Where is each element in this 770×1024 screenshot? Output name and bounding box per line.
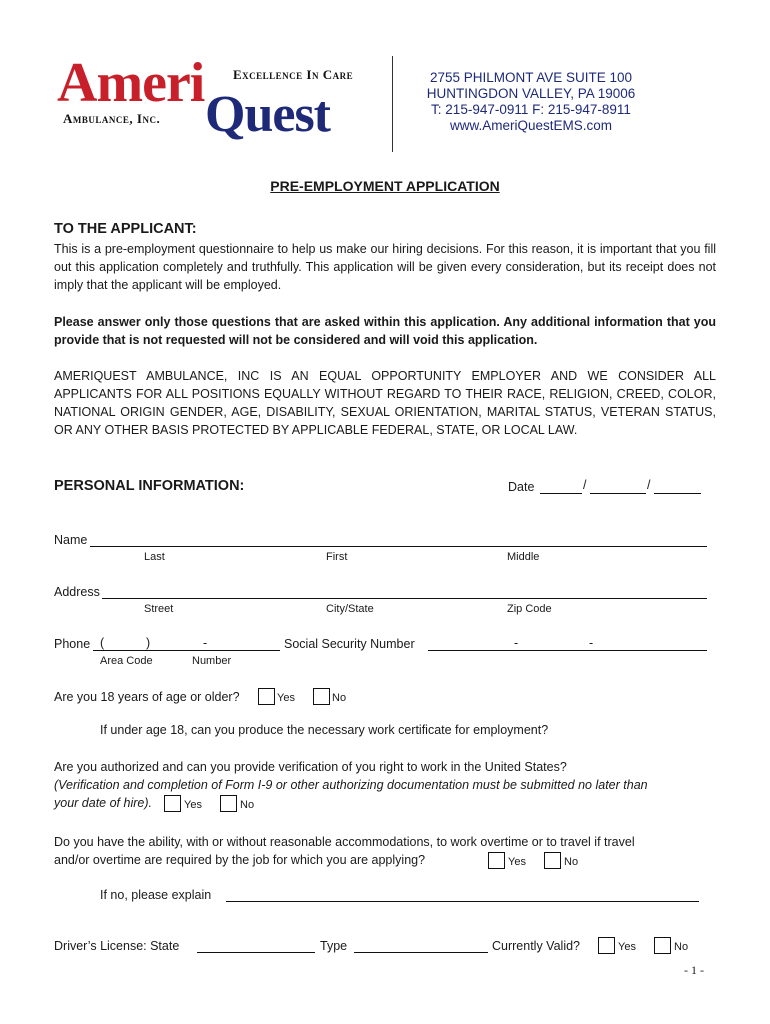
phone-paren-open: ( (100, 636, 105, 650)
phone-number-field[interactable] (153, 650, 280, 651)
age-no-checkbox[interactable] (313, 688, 330, 705)
age-no-label: No (332, 692, 347, 704)
logo-tagline: Excellence In Care (233, 67, 354, 82)
logo-ameri-text: Ameri (57, 52, 205, 114)
address-phone-fax: T: 215-947-0911 F: 215-947-8911 (431, 102, 631, 117)
logo-quest-text: Quest (205, 86, 330, 143)
name-sub-last: Last (144, 551, 165, 563)
age-question: Are you 18 years of age or older? (54, 690, 240, 704)
license-state-field[interactable] (197, 952, 315, 953)
phone-label: Phone (54, 637, 91, 651)
phone-sub-area-code: Area Code (100, 655, 153, 667)
date-label: Date (508, 480, 535, 494)
auth-note-line-2: your date of hire). (54, 796, 152, 810)
date-year-field[interactable] (654, 493, 701, 494)
license-yes-checkbox[interactable] (598, 937, 615, 954)
license-state-label: Driver’s License: State (54, 939, 180, 953)
applicant-paragraph-1: This is a pre-employment questionnaire to help us make our hiring decisions. For this reason, it is important that you fill out this application completely and truthfully. This application will be given every consideration, but its receipt does not imply that the applicant will be employed. (54, 242, 716, 292)
date-slash-2: / (647, 478, 651, 492)
overtime-no-checkbox[interactable] (544, 852, 561, 869)
address-label: Address (54, 585, 100, 599)
overtime-question-line-1: Do you have the ability, with or without reasonable accommodations, to work overtime or to travel if travel (54, 835, 635, 849)
date-month-field[interactable] (540, 493, 582, 494)
name-sub-middle: Middle (507, 551, 540, 563)
date-slash-1: / (583, 478, 587, 492)
phone-paren-close: ) (146, 636, 151, 650)
address-website: www.AmeriQuestEMS.com (449, 118, 613, 133)
license-no-label: No (674, 941, 689, 953)
name-sub-first: First (326, 551, 348, 563)
ssn-field[interactable] (428, 650, 707, 651)
auth-no-label: No (240, 799, 255, 811)
auth-no-checkbox[interactable] (220, 795, 237, 812)
auth-yes-checkbox[interactable] (164, 795, 181, 812)
explain-label: If no, please explain (100, 888, 212, 902)
ssn-dash-1: - (514, 636, 519, 650)
header-divider (392, 56, 393, 152)
auth-yes-label: Yes (184, 799, 202, 811)
ssn-label: Social Security Number (284, 637, 415, 651)
address-line-2: HUNTINGDON VALLEY, PA 19006 (426, 86, 636, 101)
overtime-yes-label: Yes (508, 856, 526, 868)
auth-note-line-1: (Verification and completion of Form I-9 or other authorizing documentation must be submitted no later than (54, 778, 648, 792)
phone-sub-number: Number (192, 655, 232, 667)
page-number: - 1 - (684, 963, 704, 977)
phone-dash: - (203, 636, 208, 650)
overtime-question-line-2: and/or overtime are required by the job for which you are applying? (54, 853, 426, 867)
license-no-checkbox[interactable] (654, 937, 671, 954)
license-type-field[interactable] (354, 952, 488, 953)
date-day-field[interactable] (590, 493, 646, 494)
under18-question: If under age 18, can you produce the necessary work certificate for employment? (100, 723, 549, 737)
logo-company: Ambulance, Inc. (63, 111, 161, 126)
name-field[interactable] (90, 546, 707, 547)
phone-area-code-field[interactable] (93, 650, 153, 651)
address-field[interactable] (102, 598, 707, 599)
address-line-1: 2755 PHILMONT AVE SUITE 100 (429, 70, 633, 85)
address-sub-city-state: City/State (326, 603, 374, 615)
license-type-label: Type (320, 939, 348, 953)
company-logo (55, 52, 365, 150)
age-yes-label: Yes (277, 692, 295, 704)
overtime-yes-checkbox[interactable] (488, 852, 505, 869)
page-title: PRE-EMPLOYMENT APPLICATION (270, 178, 500, 194)
license-valid-label: Currently Valid? (492, 939, 581, 953)
personal-info-heading: PERSONAL INFORMATION: (54, 478, 245, 494)
explain-field[interactable] (226, 901, 699, 902)
eeo-statement: AMERIQUEST AMBULANCE, INC IS AN EQUAL OPPORTUNITY EMPLOYER AND WE CONSIDER ALL APPLICANTS FOR ALL POSITIONS EQUALLY WITHOUT REGARD TO THEIR RACE, RELIGION, CREED, COLOR, NATIONAL ORIGIN GENDER, AGE, DISABILITY, SEXUAL ORIENTATION, MARITAL STATUS, VETERAN STATUS, OR ANY OTHER BASIS PROTECTED BY APPLICABLE FEDERAL, STATE, OR LOCAL LAW. (54, 369, 716, 437)
overtime-no-label: No (564, 856, 579, 868)
auth-question: Are you authorized and can you provide verification of you right to work in the United States? (54, 760, 567, 774)
age-yes-checkbox[interactable] (258, 688, 275, 705)
address-sub-zip: Zip Code (507, 603, 552, 615)
applicant-paragraph-2: Please answer only those questions that are asked within this application. Any additional information that you provide that is not requested will not be considered and will void this application. (54, 315, 716, 347)
ssn-dash-2: - (589, 636, 594, 650)
address-sub-street: Street (144, 603, 174, 615)
name-label: Name (54, 533, 88, 547)
applicant-heading: TO THE APPLICANT: (54, 221, 197, 237)
company-address (406, 70, 656, 134)
license-yes-label: Yes (618, 941, 636, 953)
